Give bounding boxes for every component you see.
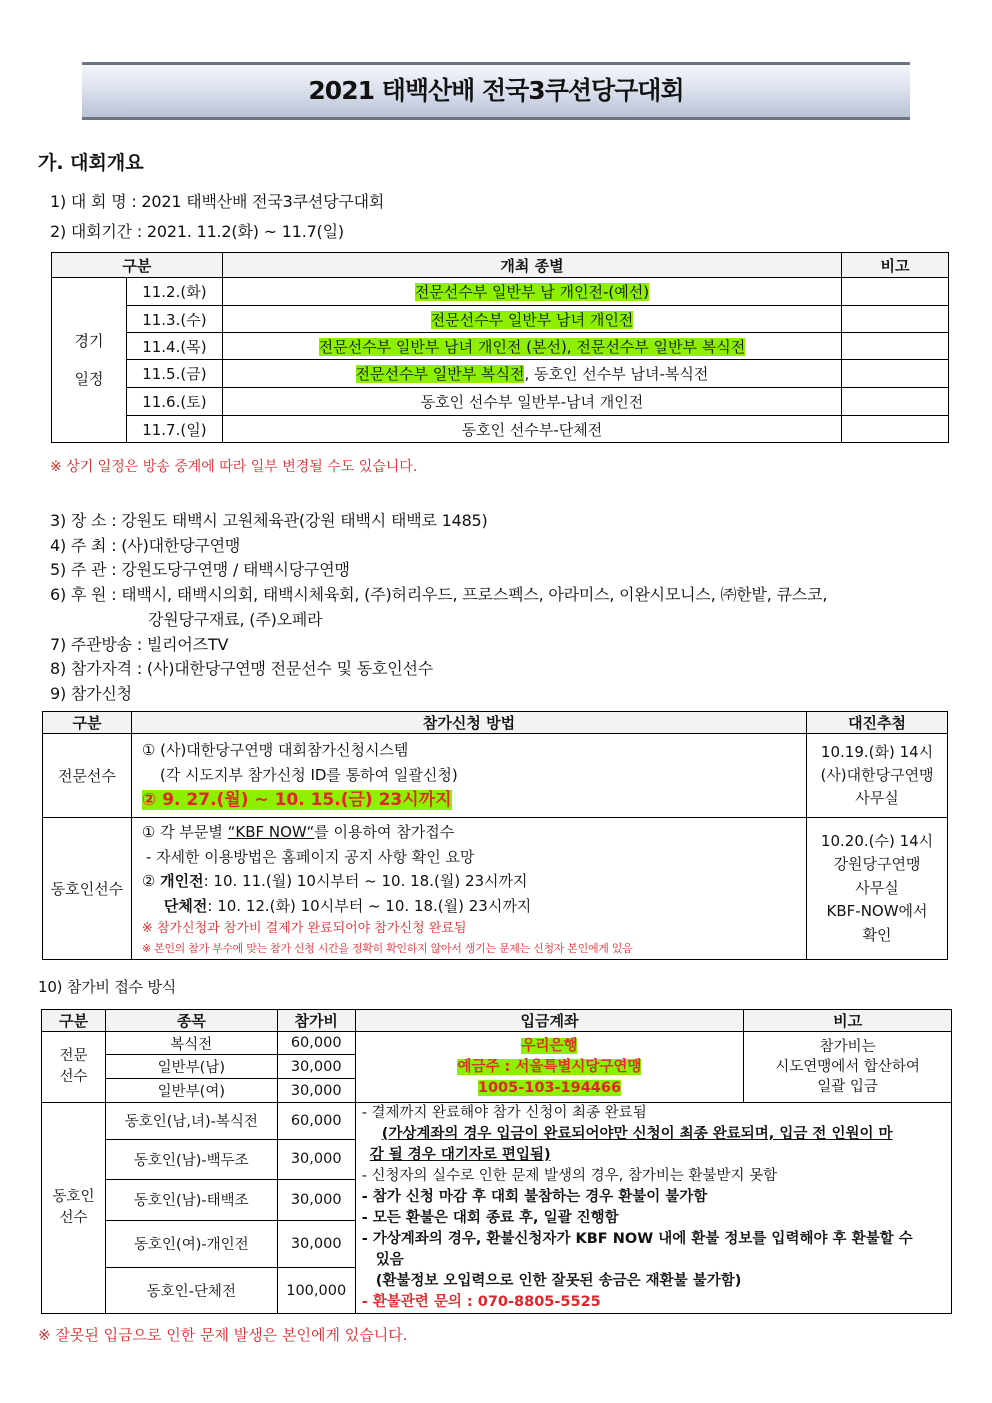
schedule-date: 11.7.(일) bbox=[126, 416, 222, 443]
fee-rule: 감 될 경우 대기자로 편입됨) bbox=[369, 1147, 551, 1163]
info-eligibility: 8) 참가자격 : (사)대한당구연맹 전문선수 및 동호인선수 bbox=[50, 659, 433, 678]
apply-am-draw-line: 사무실 bbox=[855, 878, 899, 897]
apply-am-line: - 자세한 이용방법은 홈페이지 공지 사항 확인 요망 bbox=[145, 847, 475, 866]
fee-remark-line: 시도연맹에서 합산하여 bbox=[775, 1059, 920, 1075]
fee-account bbox=[355, 1032, 744, 1103]
fee-pro-label-1: 전문 bbox=[59, 1048, 88, 1064]
fee-amount: 60,000 bbox=[277, 1032, 355, 1055]
info-host: 4) 주 최 : (사)대한당구연맹 bbox=[50, 536, 241, 555]
fee-rule: (가상계좌의 경우 입금이 완료되어야만 신청이 최종 완료되며, 입금 전 인원이 마 bbox=[381, 1126, 893, 1142]
schedule-remark bbox=[842, 360, 949, 388]
apply-pro-method bbox=[131, 734, 806, 818]
fee-rule: 있음 bbox=[375, 1252, 404, 1268]
schedule-date: 11.5.(금) bbox=[126, 360, 222, 388]
schedule-remark bbox=[842, 278, 949, 306]
apply-pro-draw-line: 10.19.(화) 14시 bbox=[820, 743, 934, 761]
fee-rules bbox=[355, 1103, 951, 1314]
schedule-group-label-2: 일정 bbox=[74, 370, 104, 388]
fee-rule: - 참가 신청 마감 후 대회 불참하는 경우 환불이 불가함 bbox=[361, 1189, 708, 1205]
apply-am-line bbox=[142, 869, 806, 894]
apply-am-text: : 10. 11.(월) 10시부터 ~ 10. 18.(월) 23시까지 bbox=[203, 872, 528, 890]
schedule-group-label-1: 경기 bbox=[74, 332, 104, 350]
fee-amount: 30,000 bbox=[277, 1139, 355, 1180]
overview-period: 2) 대회기간 : 2021. 11.2(화) ~ 11.7(일) bbox=[50, 222, 344, 241]
apply-am-text: 를 이용하여 참가접수 bbox=[314, 823, 455, 841]
account-number: 1005-103-194466 bbox=[477, 1079, 622, 1096]
fee-rule: - 신청자의 실수로 인한 문제 발생의 경우, 참가비는 환불받지 못함 bbox=[361, 1168, 778, 1184]
apply-am-text: ② bbox=[141, 872, 161, 890]
apply-pro-deadline: ② 9. 27.(월) ~ 10. 15.(금) 23시까지 bbox=[141, 790, 452, 810]
fee-item: 일반부(남) bbox=[105, 1055, 277, 1079]
apply-am-draw-line: KBF-NOW에서 bbox=[826, 902, 928, 921]
schedule-event-highlight: 전문선수부 일반부 복식전 bbox=[355, 365, 525, 383]
apply-am-draw-line: 강원당구연맹 bbox=[833, 855, 921, 874]
apply-am-line bbox=[142, 820, 806, 845]
schedule-event bbox=[222, 333, 841, 360]
apply-pro-draw bbox=[807, 734, 948, 818]
fee-amount: 30,000 bbox=[277, 1055, 355, 1079]
fee-am-label-2: 선수 bbox=[59, 1210, 88, 1226]
fee-rule-contact: - 환불관련 문의 : 070-8805-5525 bbox=[361, 1294, 601, 1310]
info-sponsor: 6) 후 원 : 태백시, 태백시의회, 태백시체육회, (주)허리우드, 프로스펙스, 아라미스, 이완시모니스, ㈜한밭, 큐스코, bbox=[50, 585, 828, 604]
info-sponsor-cont: 강원당구재료, (주)오페라 bbox=[148, 610, 323, 629]
schedule-note: ※ 상기 일정은 방송 중계에 따라 일부 변경될 수도 있습니다. bbox=[50, 459, 418, 475]
info-application: 9) 참가신청 bbox=[50, 684, 132, 703]
schedule-event: 동호인 선수부 일반부-남녀 개인전 bbox=[222, 388, 841, 416]
title-banner bbox=[82, 62, 910, 120]
schedule-event-text: 전문선수부 일반부 남녀 개인전 (본선), 전문선수부 일반부 복식전 bbox=[318, 337, 746, 356]
apply-header-category: 구분 bbox=[43, 712, 132, 734]
fee-remark bbox=[744, 1032, 952, 1103]
section-heading: 가. 대회개요 bbox=[38, 152, 144, 174]
schedule-event bbox=[222, 360, 841, 388]
fee-amount: 60,000 bbox=[277, 1103, 355, 1140]
apply-pro-line: ① (사)대한당구연맹 대회참가신청시스템 bbox=[141, 741, 409, 759]
fee-header-fee: 참가비 bbox=[277, 1010, 355, 1032]
apply-am-draw-line: 10.20.(수) 14시 bbox=[820, 831, 934, 850]
kbf-now-text: “KBF NOW“ bbox=[227, 823, 315, 841]
apply-pro-line: (각 시도지부 참가신청 ID를 통하여 일괄신청) bbox=[159, 766, 458, 784]
fee-remark-line: 참가비는 bbox=[819, 1039, 876, 1055]
schedule-remark bbox=[842, 333, 949, 360]
apply-header-method: 참가신청 방법 bbox=[131, 712, 806, 734]
apply-am-line bbox=[142, 894, 806, 919]
fee-item: 동호인(남,녀)-복식전 bbox=[105, 1103, 277, 1140]
fee-header-item: 종목 bbox=[105, 1010, 277, 1032]
schedule-header-event: 개최 종별 bbox=[222, 253, 841, 278]
schedule-event: 동호인 선수부-단체전 bbox=[222, 416, 841, 443]
schedule-group-label bbox=[52, 278, 127, 443]
fee-amount: 30,000 bbox=[277, 1220, 355, 1268]
schedule-date: 11.3.(수) bbox=[126, 306, 222, 333]
schedule-event-text: 전문선수부 일반부 남 개인전-(예선) bbox=[414, 283, 650, 301]
apply-am-draw bbox=[807, 818, 948, 960]
fee-item: 동호인(남)-백두조 bbox=[105, 1139, 277, 1180]
fee-item: 동호인-단체전 bbox=[105, 1268, 277, 1314]
schedule-table bbox=[51, 252, 949, 443]
schedule-date: 11.2.(화) bbox=[126, 278, 222, 306]
apply-am-note: ※ 본인의 참가 부수에 맞는 참가 신청 시간을 정확히 확인하지 않아서 생기는 문제는 신청자 본인에게 있음 bbox=[141, 942, 633, 955]
application-table bbox=[42, 711, 948, 960]
overview-name: 1) 대 회 명 : 2021 태백산배 전국3쿠션당구대회 bbox=[50, 192, 385, 211]
apply-am-draw-line: 확인 bbox=[862, 925, 892, 944]
fee-pro-label bbox=[42, 1032, 106, 1103]
info-broadcast: 7) 주관방송 : 빌리어즈TV bbox=[50, 635, 229, 654]
fee-item: 동호인(남)-태백조 bbox=[105, 1180, 277, 1221]
fee-rule: - 모든 환불은 대회 종료 후, 일괄 진행함 bbox=[361, 1210, 619, 1226]
fee-title: 10) 참가비 접수 방식 bbox=[38, 978, 177, 996]
fee-item: 동호인(여)-개인전 bbox=[105, 1220, 277, 1268]
schedule-event bbox=[222, 306, 841, 333]
fee-remark-line: 일괄 입금 bbox=[817, 1079, 878, 1095]
apply-am-text: ① 각 부문별 bbox=[141, 823, 228, 841]
fee-rule: (환불정보 오입력으로 인한 잘못된 송금은 재환불 불가함) bbox=[375, 1273, 742, 1289]
fee-am-label bbox=[42, 1103, 106, 1314]
schedule-header-category: 구분 bbox=[52, 253, 223, 278]
schedule-remark bbox=[842, 416, 949, 443]
apply-pro-label: 전문선수 bbox=[43, 734, 132, 818]
info-organizer: 5) 주 관 : 강원도당구연맹 / 태백시당구연맹 bbox=[50, 560, 350, 579]
apply-pro-draw-line: (사)대한당구연맹 bbox=[820, 766, 934, 784]
fee-item: 일반부(여) bbox=[105, 1079, 277, 1103]
fee-rule: - 결제까지 완료해야 참가 신청이 최종 완료됨 bbox=[361, 1105, 647, 1121]
schedule-date: 11.4.(목) bbox=[126, 333, 222, 360]
account-holder: 예금주 : 서울특별시당구연맹 bbox=[457, 1058, 642, 1075]
apply-am-label: 동호인선수 bbox=[43, 818, 132, 960]
fee-amount: 30,000 bbox=[277, 1079, 355, 1103]
schedule-date: 11.6.(토) bbox=[126, 388, 222, 416]
apply-am-text: : 10. 12.(화) 10시부터 ~ 10. 18.(월) 23시까지 bbox=[207, 896, 532, 915]
schedule-event-text: , 동호인 선수부 남녀-복식전 bbox=[524, 365, 709, 383]
apply-am-team: 단체전 bbox=[163, 896, 208, 915]
fee-pro-label-2: 선수 bbox=[59, 1069, 88, 1085]
bank-name: 우리은행 bbox=[521, 1037, 578, 1054]
fee-rule: - 가상계좌의 경우, 환불신청자가 KBF NOW 내에 환불 정보를 입력해야 후 환불할 수 bbox=[361, 1231, 913, 1247]
apply-am-individual: 개인전 bbox=[160, 872, 204, 890]
fee-item: 복식전 bbox=[105, 1032, 277, 1055]
apply-am-method bbox=[131, 818, 806, 960]
schedule-event-text: 전문선수부 일반부 남녀 개인전 bbox=[430, 310, 634, 329]
fee-header-remark: 비고 bbox=[744, 1010, 952, 1032]
fee-amount: 100,000 bbox=[277, 1268, 355, 1314]
apply-am-note: ※ 참가신청과 참가비 결제가 완료되어야 참가신청 완료됨 bbox=[141, 921, 467, 936]
apply-header-draw: 대진추첨 bbox=[807, 712, 948, 734]
schedule-remark bbox=[842, 388, 949, 416]
fee-header-category: 구분 bbox=[42, 1010, 106, 1032]
fee-amount: 30,000 bbox=[277, 1180, 355, 1221]
fee-note: ※ 잘못된 입금으로 인한 문제 발생은 본인에게 있습니다. bbox=[38, 1326, 408, 1344]
schedule-header-remark: 비고 bbox=[842, 253, 949, 278]
fee-am-label-1: 동호인 bbox=[52, 1189, 95, 1205]
fee-table bbox=[41, 1009, 952, 1314]
schedule-event bbox=[222, 278, 841, 306]
page-title: 2021 태백산배 전국3쿠션당구대회 bbox=[308, 76, 684, 105]
schedule-remark bbox=[842, 306, 949, 333]
fee-header-account: 입금계좌 bbox=[355, 1010, 744, 1032]
apply-pro-draw-line: 사무실 bbox=[855, 789, 899, 807]
info-venue: 3) 장 소 : 강원도 태백시 고원체육관(강원 태백시 태백로 1485) bbox=[50, 511, 488, 530]
